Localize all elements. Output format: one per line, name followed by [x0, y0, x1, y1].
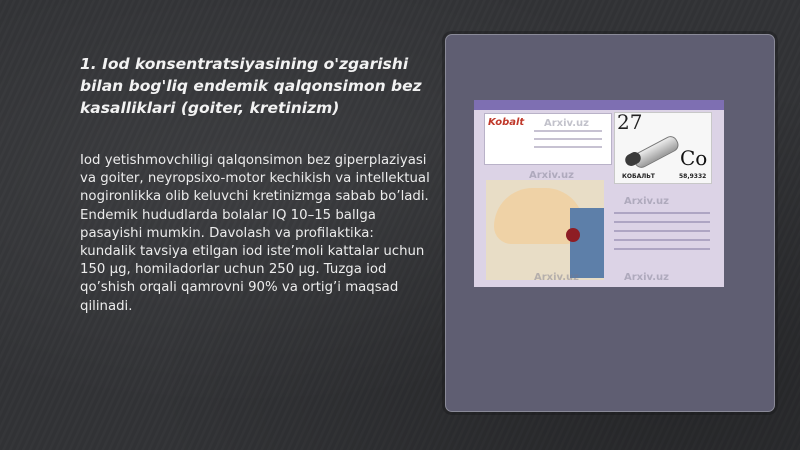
watermark-text: Arxiv.uz — [624, 272, 669, 283]
cobalt-illustration — [474, 100, 724, 287]
figure-card-title: Kobalt — [488, 117, 525, 128]
figure-blue-block — [570, 208, 604, 278]
element-symbol: Co — [680, 146, 708, 170]
figure-red-spot — [566, 228, 580, 242]
watermark-text: Arxiv.uz — [544, 118, 589, 129]
atomic-mass: 58,9332 — [679, 173, 707, 180]
element-name: КОБАЛЬТ — [622, 173, 655, 180]
watermark-text: Arxiv.uz — [534, 272, 579, 283]
slide-title: 1. Iod konsentratsiyasining o'zgarishi bilan bog'liq endemik qalqonsimon bez kasalliklari (goiter, kretinizm) — [80, 55, 422, 117]
figure-card-text-lines — [534, 130, 602, 154]
atomic-number: 27 — [617, 110, 643, 134]
slide-body-text: Iod yetishmovchiligi qalqonsimon bez giperplaziyasi va goiter, neyropsixo-motor kechikish va intellektual nogironlikka olib keluvchi kretinizmga sabab bo’ladi. Endemik hududlarda bolalar IQ 10–15 ballga pasayishi mumkin. Davolash va profilaktika: kundalik tavsiya etilgan iod iste’moli kattalar uchun 150 µg, homiladorlar uchun 250 µg. Tuzga iod qo’shish orqali qamrovni 90% va ortig’i maqsad qilinadi. — [80, 153, 430, 314]
watermark-text: Arxiv.uz — [529, 170, 574, 181]
figure-top-band — [474, 100, 724, 110]
watermark-text: Arxiv.uz — [624, 196, 669, 207]
figure-text-block — [614, 212, 710, 268]
